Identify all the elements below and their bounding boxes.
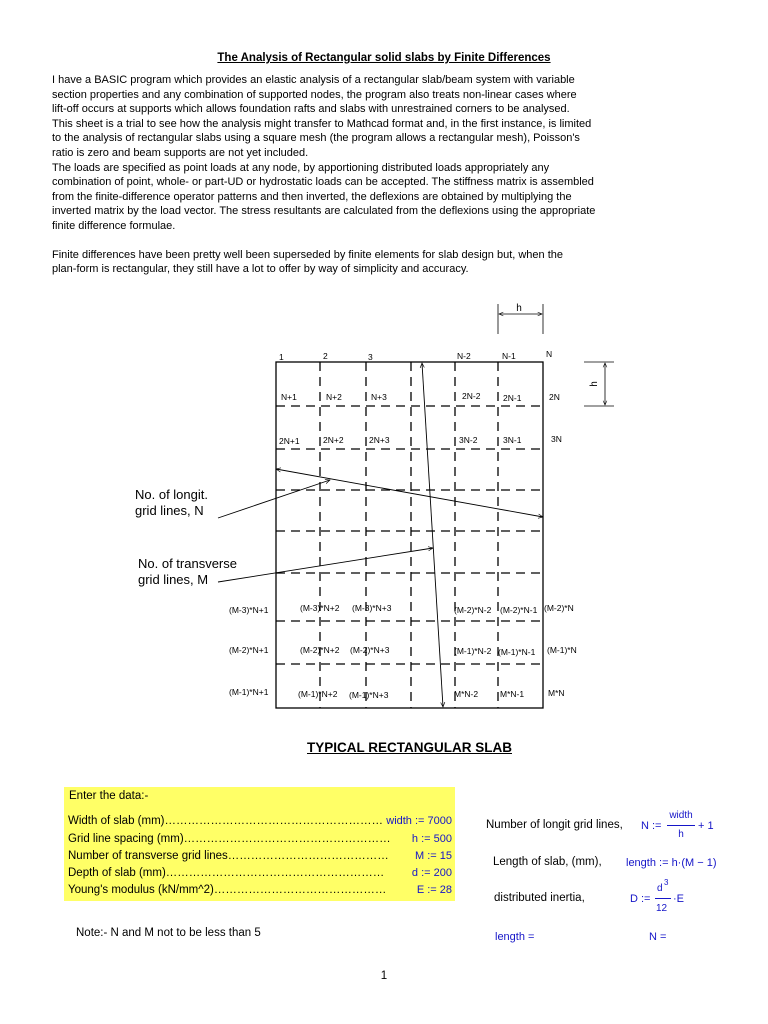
node-label: 3N <box>551 434 562 444</box>
input-header: Enter the data:- <box>69 790 149 802</box>
inertia-lhs: D := <box>630 893 651 905</box>
transverse-row <box>68 850 452 866</box>
node-label: M*N-1 <box>500 689 525 699</box>
page-number: 1 <box>380 970 388 982</box>
inertia-fraction-bar <box>655 898 671 899</box>
node-label: (M-2)*N+1 <box>229 645 269 655</box>
node-label: 1 <box>279 352 284 362</box>
node-label: (M-1)*N-1 <box>498 647 536 657</box>
node-label: 3 <box>368 352 373 362</box>
node-label: (M-1)*N+3 <box>349 690 389 700</box>
node-label: 2 <box>323 351 328 361</box>
width-label: Width of slab (mm)………………………………………………… <box>68 815 383 827</box>
node-labels <box>229 349 577 700</box>
modulus-row <box>68 884 452 900</box>
node-label: N-2 <box>457 351 471 361</box>
diagram-pointers <box>218 363 543 707</box>
depth-label: Depth of slab (mm)………………………………………………… <box>68 867 385 879</box>
node-label: (M-1)*N+1 <box>229 687 269 697</box>
node-label: (M-2)*N-1 <box>500 605 538 615</box>
node-label: 3N-2 <box>459 435 478 445</box>
node-label: 2N <box>549 392 560 402</box>
longit-lines-annotation-1: No. of longit. <box>135 487 208 502</box>
intro-paragraph-2: Finite differences have been pretty well been superseded by finite elements for slab design but, when the plan-form is rectangular, they still have a lot to offer by way of simplicity and accuracy. <box>52 248 564 276</box>
n-denominator: h <box>678 829 684 840</box>
node-label: (M-2)*N+2 <box>300 645 340 655</box>
modulus-label: Young's modulus (kN/mm^2)……………………………………… <box>68 884 387 896</box>
vertical-spacing-label: h <box>589 381 600 387</box>
node-label: 2N-2 <box>462 391 481 401</box>
node-label: N <box>546 349 553 359</box>
node-label: 2N+3 <box>369 435 390 445</box>
spacing-label: Grid line spacing (mm)……………………………………………… <box>68 833 391 845</box>
node-label: 3N-1 <box>503 435 522 445</box>
input-data-box <box>64 787 455 901</box>
n-fraction-bar <box>667 825 695 826</box>
horizontal-spacing-label: h <box>516 303 522 314</box>
intro-paragraph-1: I have a BASIC program which provides an elastic analysis of a rectangular slab/beam system with variable section properties and any combination of supported nodes, the program also treats non-linear cases where lift-off occurs at supports which allows foundation rafts and slabs with unrestrained corners to be analysed. This sheet is a trial to see how the analysis might transfer to Mathcad format and, in the first instance, is limited to the analysis of rectangular slabs using a square mesh (the program allows a rectangular mesh), Poisson's ratio is zero and beam supports are not yet included. The loads are specified as point loads at any node, by apportioning distributed loads appropriately any combination of point, whole- or part-UD or hydrostatic loads can be accepted. The stiffness matrix is assembled from the finite-difference operator patterns and then inverted, the deflexions are obtained by multiplying the inverted matrix by the load vector. The stress resultants are calculated from the deflexions using the appropriate finite difference formulae. <box>52 74 596 232</box>
transverse-lines-annotation-2: grid lines, M <box>138 572 209 587</box>
transverse-input[interactable]: M := 15 <box>412 850 452 862</box>
n-label: Number of longit grid lines, <box>486 819 623 831</box>
node-label: (M-1)*N <box>547 645 577 655</box>
node-label: 2N+1 <box>279 436 300 446</box>
node-label: N-1 <box>502 351 516 361</box>
node-label: (M-2)*N-2 <box>454 605 492 615</box>
inertia-tail: ·E <box>673 893 684 905</box>
inertia-denominator: 12 <box>656 903 668 914</box>
node-label: N+3 <box>371 392 387 402</box>
node-label: N+1 <box>281 392 297 402</box>
depth-row <box>68 867 452 883</box>
n-tail: + 1 <box>698 820 714 832</box>
node-label: (M-1)*N-2 <box>454 646 492 656</box>
node-label: M*N <box>548 688 565 698</box>
node-label: 2N-1 <box>503 393 522 403</box>
spacing-input[interactable]: h := 500 <box>409 833 452 845</box>
width-row <box>68 815 452 831</box>
node-label: (M-3)*N+2 <box>300 603 340 613</box>
diagram-caption: TYPICAL RECTANGULAR SLAB <box>307 740 512 755</box>
depth-input[interactable]: d := 200 <box>409 867 452 879</box>
transverse-lines-annotation-1: No. of transverse <box>138 556 237 571</box>
transverse-label: Number of transverse grid lines…………………………………… <box>68 850 389 862</box>
node-label: M*N-2 <box>454 689 479 699</box>
inertia-exponent: 3 <box>664 878 669 887</box>
n-result: N = <box>649 931 667 943</box>
modulus-input[interactable]: E := 28 <box>414 884 452 896</box>
node-label: (M-3)*N+3 <box>352 603 392 613</box>
longit-lines-annotation-2: grid lines, N <box>135 503 204 518</box>
n-lhs: N := <box>641 820 662 832</box>
inertia-numerator: d <box>657 883 663 894</box>
node-label: (M-1)*N+2 <box>298 689 338 699</box>
length-expression: length := h·(M − 1) <box>626 857 717 869</box>
length-result: length = <box>495 931 535 943</box>
node-label: (M-3)*N+1 <box>229 605 269 615</box>
document-title: The Analysis of Rectangular solid slabs by Finite Differences <box>217 52 551 64</box>
length-label: Length of slab, (mm), <box>493 856 602 868</box>
spacing-row <box>68 833 452 849</box>
note-text: Note:- N and M not to be less than 5 <box>76 927 261 939</box>
node-label: 2N+2 <box>323 435 344 445</box>
n-numerator: width <box>669 810 693 821</box>
inertia-label: distributed inertia, <box>494 892 585 904</box>
node-label: N+2 <box>326 392 342 402</box>
node-label: (M-2)*N+3 <box>350 645 390 655</box>
node-label: (M-2)*N <box>544 603 574 613</box>
width-input[interactable]: width := 7000 <box>383 815 452 827</box>
